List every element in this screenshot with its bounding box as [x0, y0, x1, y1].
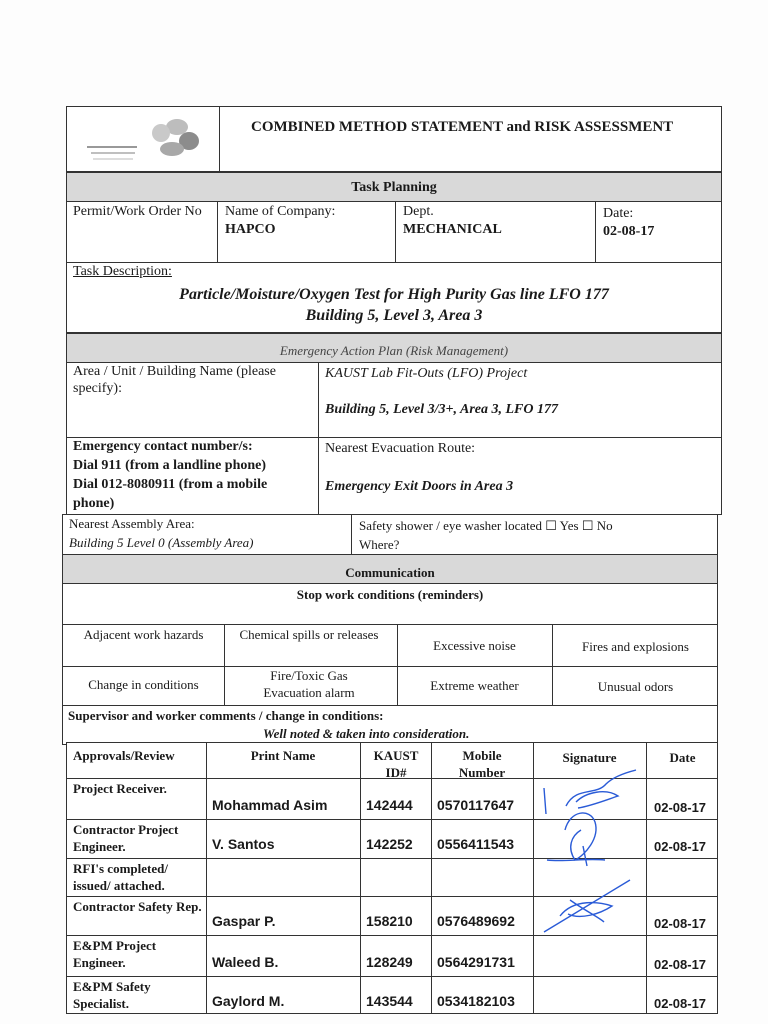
- col-signature: Signature: [562, 750, 617, 765]
- assembly-value: Building 5 Level 0 (Assembly Area): [69, 535, 254, 550]
- assembly-row: [62, 514, 718, 555]
- contact-line-2: Dial 012-8080911 (from a mobile: [73, 477, 268, 492]
- area-value-1: KAUST Lab Fit-Outs (LFO) Project: [325, 366, 528, 381]
- assembly-label: Nearest Assembly Area:: [69, 516, 195, 531]
- comments-label: Supervisor and worker comments / change in conditions:: [68, 708, 384, 723]
- hazard-fires: Fires and explosions: [582, 639, 689, 654]
- form-title: COMBINED METHOD STATEMENT and RISK ASSESSMENT: [251, 119, 674, 135]
- approval-mobile: 0570117647: [437, 797, 515, 813]
- approval-kaust-id: 143544: [366, 993, 413, 1009]
- approval-kaust-id: 128249: [366, 954, 413, 970]
- approval-role: E&PM Safety Specialist.: [73, 979, 151, 1011]
- date-value: 02-08-17: [603, 224, 655, 239]
- approval-role: Contractor Project Engineer.: [73, 822, 179, 854]
- task-desc-line2: Building 5, Level 3, Area 3: [305, 307, 483, 324]
- approval-name: Waleed B.: [212, 954, 279, 970]
- signature-contractor-safety: [540, 878, 640, 938]
- approval-date: 02-08-17: [654, 957, 707, 972]
- hazard-noise: Excessive noise: [433, 638, 516, 653]
- col-mobile: Mobile Number: [458, 748, 506, 780]
- kaust-logo-icon: [77, 109, 207, 169]
- area-label: Area / Unit / Building Name (please specify):: [73, 364, 276, 396]
- communication-heading: Communication: [62, 554, 718, 584]
- approval-mobile: 0534182103: [437, 993, 515, 1009]
- stop-work-label: Stop work conditions (reminders): [296, 587, 484, 602]
- area-value-2: Building 5, Level 3/3+, Area 3, LFO 177: [325, 402, 559, 417]
- hazards-grid: [62, 624, 718, 706]
- col-date: Date: [669, 750, 696, 765]
- comments-row: [62, 705, 718, 745]
- approval-date: 02-08-17: [654, 996, 707, 1011]
- company-label: Name of Company:: [225, 204, 336, 219]
- date-label: Date:: [603, 206, 634, 221]
- approval-date: 02-08-17: [654, 916, 707, 931]
- approval-kaust-id: 142444: [366, 797, 413, 813]
- col-kaust-id: KAUST ID#: [373, 748, 419, 780]
- approval-name: Gaylord M.: [212, 993, 285, 1009]
- col-print-name: Print Name: [250, 748, 316, 763]
- hazard-odors: Unusual odors: [597, 679, 674, 694]
- task-desc-label: Task Description:: [73, 264, 172, 279]
- approval-date: 02-08-17: [654, 800, 707, 815]
- comments-value: Well noted & taken into consideration.: [263, 726, 470, 741]
- hazard-adjacent: Adjacent work hazards: [83, 627, 204, 642]
- hazard-change: Change in conditions: [88, 677, 199, 692]
- approval-kaust-id: 158210: [366, 913, 413, 929]
- evac-value: Emergency Exit Doors in Area 3: [325, 479, 514, 494]
- approval-role: Project Receiver.: [73, 781, 167, 796]
- approval-date: 02-08-17: [654, 839, 707, 854]
- task-description: [66, 262, 722, 333]
- company-value: HAPCO: [225, 222, 276, 237]
- task-planning-row: [66, 201, 722, 263]
- stop-work-row: [62, 583, 718, 625]
- hazard-alarm: Fire/Toxic Gas Evacuation alarm: [263, 668, 355, 700]
- area-row: [66, 362, 722, 438]
- approval-role: E&PM Project Engineer.: [73, 938, 157, 970]
- approval-name: V. Santos: [212, 836, 275, 852]
- approval-name: Gaspar P.: [212, 913, 276, 929]
- form-header: [66, 106, 722, 172]
- contact-line-1: Dial 911 (from a landline phone): [73, 458, 267, 473]
- approval-role: RFI's completed/ issued/ attached.: [73, 861, 168, 893]
- evac-label: Nearest Evacuation Route:: [325, 441, 476, 456]
- contact-label: Emergency contact number/s:: [73, 439, 253, 454]
- hazard-weather: Extreme weather: [430, 678, 519, 693]
- where-label: Where?: [359, 537, 400, 552]
- dept-label: Dept.: [403, 204, 434, 219]
- approval-mobile: 0564291731: [437, 954, 515, 970]
- dept-value: MECHANICAL: [403, 222, 502, 237]
- approval-role: Contractor Safety Rep.: [73, 899, 202, 914]
- contact-line-3: phone): [73, 496, 115, 511]
- safety-shower-label: Safety shower / eye washer located ☐ Yes ☐ No: [359, 518, 613, 533]
- hazard-chemical: Chemical spills or releases: [239, 627, 379, 642]
- task-planning-heading: Task Planning: [66, 172, 722, 202]
- signature-contractor-pe: [545, 800, 625, 870]
- approval-mobile: 0576489692: [437, 913, 515, 929]
- col-approvals: Approvals/Review: [73, 748, 175, 763]
- approval-kaust-id: 142252: [366, 836, 413, 852]
- emergency-heading: Emergency Action Plan (Risk Management): [66, 333, 722, 363]
- task-desc-line1: Particle/Moisture/Oxygen Test for High Purity Gas line LFO 177: [179, 286, 609, 303]
- permit-label: Permit/Work Order No: [73, 204, 202, 219]
- approval-mobile: 0556411543: [437, 836, 515, 852]
- contact-row: [66, 437, 722, 515]
- approval-name: Mohammad Asim: [212, 797, 328, 813]
